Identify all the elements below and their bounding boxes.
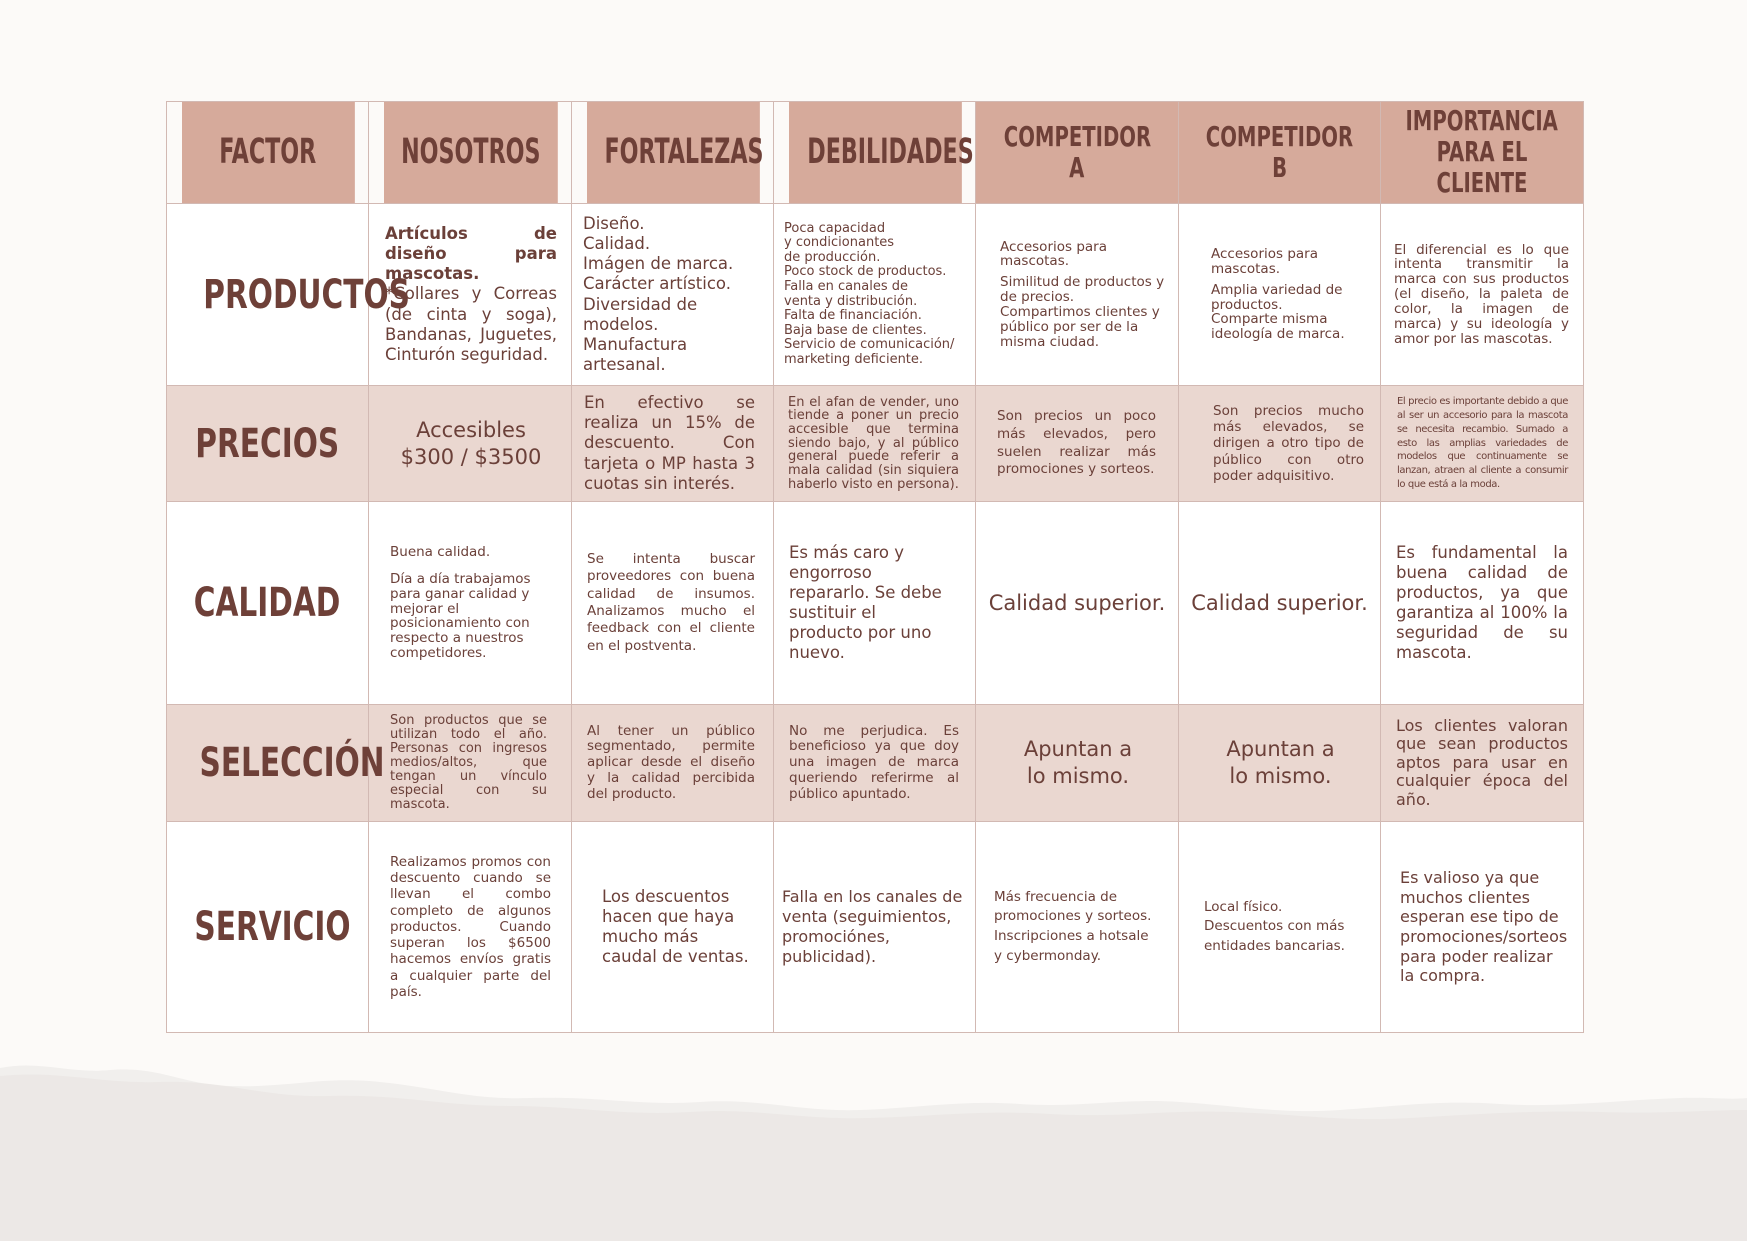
factor-seleccion: SELECCIÓN [167,705,369,822]
cell-servicio-nosotros: Realizamos promos con descuento cuando se llevan el combo completo de algunos productos. Cuando superan los $6500 hacemos envíos gratis a cualquier parte del país. [369,822,572,1033]
cell-seleccion-importancia: Los clientes valoran que sean productos aptos para usar en cualquier época del año. [1381,705,1584,822]
factor-precios: PRECIOS [167,386,369,502]
torn-paper-edge [0,1040,1747,1241]
cell-calidad-debilidades: Es más caro y engorroso repararlo. Se debe sustituir el producto por uno nuevo. [774,502,976,705]
header-competidor-b: COMPETIDOR B [1179,102,1381,204]
row-precios [167,386,1584,502]
cell-precios-fortalezas: En efectivo se realiza un 15% de descuento. Con tarjeta o MP hasta 3 cuotas sin interés. [572,386,774,502]
row-servicio [167,822,1584,1033]
header-debilidades: DEBILIDADES [788,102,962,204]
header-importancia: IMPORTANCIA PARA EL CLIENTE [1381,102,1584,204]
row-calidad [167,502,1584,705]
cell-productos-debilidades: Poca capacidad y condicionantes de producción. Poco stock de productos. Falla en canales de venta y distribución. Falta de financiación. Baja base de clientes. Servicio de comunicación/ marketing deficiente. [774,204,976,386]
row-productos [167,204,1584,386]
factor-productos: PRODUCTOS [167,204,369,386]
cell-productos-competidor-a: Accesorios para mascotas. Similitud de productos y de precios. Compartimos clientes y público por ser de la misma ciudad. [976,204,1179,386]
cell-productos-importancia: El diferencial es lo que intenta transmitir la marca con sus productos (el diseño, la paleta de color, la imagen de marca) y su ideología y amor por las mascotas. [1381,204,1584,386]
cell-precios-nosotros: Accesibles $300 / $3500 [369,386,572,502]
factor-servicio: SERVICIO [167,822,369,1033]
header-factor: FACTOR [181,102,355,204]
cell-calidad-nosotros: Buena calidad. Día a día trabajamos para ganar calidad y mejorar el posicionamiento con respecto a nuestros competidores. [369,502,572,705]
cell-productos-fortalezas: Diseño. Calidad. Imágen de marca. Carácter artístico. Diversidad de modelos. Manufactura artesanal. [572,204,774,386]
cell-servicio-debilidades: Falla en los canales de venta (seguimientos, promociónes, publicidad). [774,822,976,1033]
cell-servicio-fortalezas: Los descuentos hacen que haya mucho más caudal de ventas. [572,822,774,1033]
competitive-analysis-table [166,101,1584,1033]
factor-calidad: CALIDAD [167,502,369,705]
cell-precios-importancia: El precio es importante debido a que al ser un accesorio para la mascota se necesita recambio. Sumado a esto las amplias variedades de modelos que continuamente se lanzan, atraen al cliente a consumir lo que está a la moda. [1381,386,1584,502]
cell-seleccion-competidor-b: Apuntan a lo mismo. [1179,705,1381,822]
header-fortalezas: FORTALEZAS [586,102,760,204]
cell-precios-competidor-b: Son precios mucho más elevados, se dirigen a otro tipo de público con otro poder adquisitivo. [1179,386,1381,502]
cell-calidad-competidor-b: Calidad superior. [1179,502,1381,705]
cell-servicio-competidor-a: Más frecuencia de promociones y sorteos. Inscripciones a hotsale y cybermonday. [976,822,1179,1033]
cell-seleccion-fortalezas: Al tener un público segmentado, permite aplicar desde el diseño y la calidad percibida del producto. [572,705,774,822]
row-seleccion [167,705,1584,822]
header-row [167,102,1584,204]
cell-calidad-importancia: Es fundamental la buena calidad de productos, ya que garantiza al 100% la seguridad de su mascota. [1381,502,1584,705]
cell-productos-nosotros: Artículos de diseño para mascotas. *Collares y Correas (de cinta y soga), Bandanas, Juguetes, Cinturón seguridad. [369,204,572,386]
cell-servicio-importancia: Es valioso ya que muchos clientes esperan ese tipo de promociones/sorteos para poder realizar la compra. [1381,822,1584,1033]
cell-productos-competidor-b: Accesorios para mascotas. Amplia variedad de productos. Comparte misma ideología de marca. [1179,204,1381,386]
cell-precios-competidor-a: Son precios un poco más elevados, pero suelen realizar más promociones y sorteos. [976,386,1179,502]
cell-precios-debilidades: En el afan de vender, uno tiende a poner un precio accesible que termina siendo bajo, y al público general puede referir a mala calidad (sin siquiera haberlo visto en persona). [774,386,976,502]
cell-servicio-competidor-b: Local físico. Descuentos con más entidades bancarias. [1179,822,1381,1033]
cell-seleccion-competidor-a: Apuntan a lo mismo. [976,705,1179,822]
cell-calidad-fortalezas: Se intenta buscar proveedores con buena calidad de insumos. Analizamos mucho el feedback con el cliente en el postventa. [572,502,774,705]
header-nosotros: NOSOTROS [383,102,558,204]
cell-seleccion-nosotros: Son productos que se utilizan todo el año. Personas con ingresos medios/altos, que tengan un vínculo especial con su mascota. [369,705,572,822]
cell-seleccion-debilidades: No me perjudica. Es beneficioso ya que doy una imagen de marca queriendo referirme al público apuntado. [774,705,976,822]
cell-calidad-competidor-a: Calidad superior. [976,502,1179,705]
header-competidor-a: COMPETIDOR A [976,102,1179,204]
